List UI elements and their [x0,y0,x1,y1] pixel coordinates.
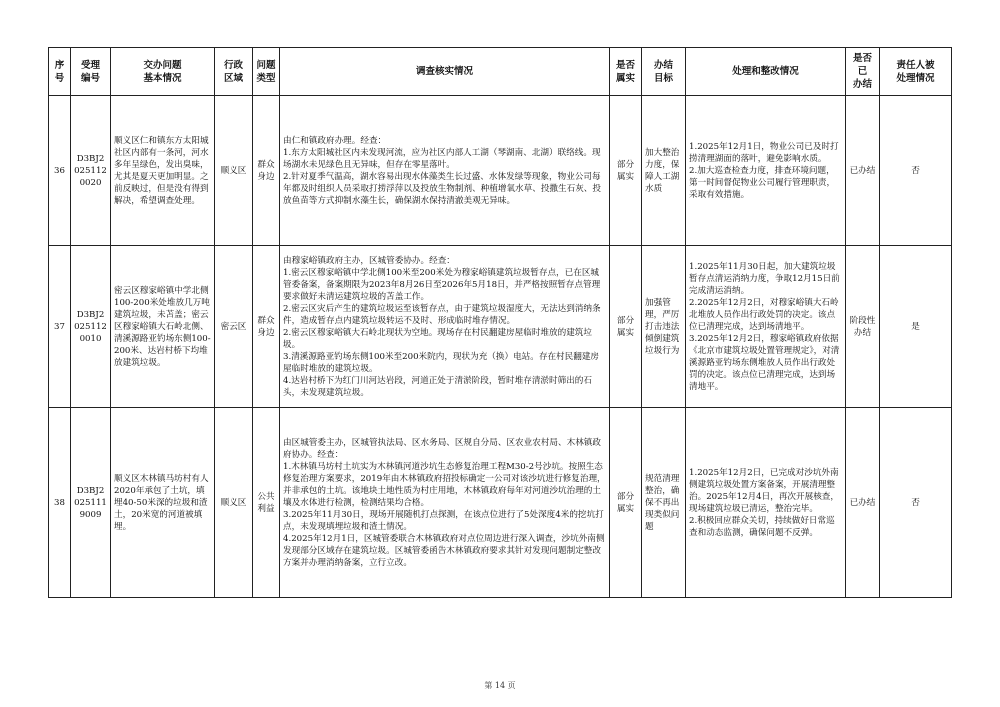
header-type: 问题 类型 [253,48,280,96]
header-district: 行政 区域 [215,48,253,96]
cell-issue: 密云区穆家峪镇中学北侧100-200米处堆放几万吨建筑垃圾，未苫盖；密云区穆家峪镇大石岭北侧、清溪源路亚钓场东侧100-200米、达岩村桥下均堆放建筑垃圾。 [111,246,215,408]
cell-accountability: 否 [880,408,952,598]
cell-is-true: 部分属实 [610,96,642,246]
cell-issue: 顺义区仁和镇东方太阳城社区内部有一条河，河水多年呈绿色，发出臭味，尤其是夏天更加明显。之前反映过，但是没有得到解决，希望调查处理。 [111,96,215,246]
cell-case-no: D3BJ20251120010 [71,246,111,408]
table-row [49,408,952,598]
header-is-true: 是否 属实 [610,48,642,96]
header-goal: 办结 目标 [642,48,686,96]
cell-accountability: 否 [880,96,952,246]
header-investigation: 调查核实情况 [280,48,610,96]
cell-closed: 已办结 [846,96,880,246]
cell-case-no: D3BJ20251120020 [71,96,111,246]
cell-district: 顺义区 [215,408,253,598]
cell-goal: 加大整治力度，保障人工湖水质 [642,96,686,246]
cell-seq: 37 [49,246,71,408]
case-table [48,47,952,598]
header-handling: 处理和整改情况 [686,48,846,96]
page-number: 第 14 页 [484,681,516,690]
cell-is-true: 部分属实 [610,408,642,598]
cell-issue: 顺义区木林镇马坊村有人2020年承包了土坑，填埋40-50米深的垃圾和渣土，20米宽的河道被填埋。 [111,408,215,598]
cell-case-no: D3BJ20251119009 [71,408,111,598]
cell-is-true: 部分属实 [610,246,642,408]
cell-accountability: 是 [880,246,952,408]
header-closed: 是否已 办结 [846,48,880,96]
cell-type: 公共利益 [253,408,280,598]
header-case-no: 受理 编号 [71,48,111,96]
cell-type: 群众身边 [253,96,280,246]
table-row [49,246,952,408]
header-row [49,48,952,96]
cell-closed: 已办结 [846,408,880,598]
cell-handling: 1.2025年12月2日，已完成对沙坑外南侧建筑垃圾处置方案备案，开展清理整治。2025年12月4日，再次开展核查，现场建筑垃圾已清运，整治完毕。 2.积极回应群众关切，持续做好日常巡查和动态监测，确保问题不反弹。 [686,408,846,598]
cell-investigation: 由区城管委主办，区城管执法局、区水务局、区规自分局、区农业农村局、木林镇政府协办。经查： 1.木林镇马坊村土坑实为木林镇河道沙坑生态修复治理工程M30-2号沙坑。按照生态修复治理方案要求，2019年由木林镇政府招投标确定一公司对该沙坑进行修复治理，并非承包的土坑。该地块土地性质为村庄用地，木林镇政府每年对河道沙坑治理的土壤及水体进行检测，检测结果均合格。 3.2025年11月30日，现场开展随机打点探测，在该点位进行了5处深度4米的挖坑打点，未发现填埋垃圾和渣土情况。 4.2025年12月1日，区城管委联合木林镇政府对点位周边进行深入调查，沙坑外南侧发现部分区域存在建筑垃圾。区城管委函告木林镇政府要求其针对发现问题制定整改方案并办理消纳备案，立行立改。 [280,408,610,598]
table-row [49,96,952,246]
header-accountability: 责任人被 处理情况 [880,48,952,96]
cell-seq: 38 [49,408,71,598]
cell-investigation: 由穆家峪镇政府主办，区城管委协办。经查： 1.密云区穆家峪镇中学北侧100米至200米处为穆家峪镇建筑垃圾暂存点，已在区城管委备案，备案期限为2023年8月26日至2026年5月18日，并严格按照暂存点管理要求做好未清运建筑垃圾的苫盖工作。 2.密云区灾后产生的建筑垃圾运至该暂存点，由于建筑垃圾湿度大，无法达到消纳条件，造成暂存点内建筑垃圾转运不及时、形成临时堆存情况。 2.密云区穆家峪镇大石岭北现状为空地。现场存在村民翻建房屋临时堆放的建筑垃圾。 3.清溪源路亚钓场东侧100米至200米院内，现状为充（换）电站。存在村民翻建房屋临时堆放的建筑垃圾。 4.达岩村桥下为红门川河达岩段，河道正处于清淤阶段，暂时堆存清淤时筛出的石头，未发现建筑垃圾。 [280,246,610,408]
header-issue: 交办问题 基本情况 [111,48,215,96]
cell-goal: 规范清理整治，确保不再出现类似问题 [642,408,686,598]
cell-seq: 36 [49,96,71,246]
cell-district: 顺义区 [215,96,253,246]
cell-handling: 1.2025年12月1日，物业公司已及时打捞清理湖面的落叶，避免影响水质。 2.加大巡查检查力度，排查环境问题，第一时间督促物业公司履行管理职责，采取有效措施。 [686,96,846,246]
cell-closed: 阶段性办结 [846,246,880,408]
cell-type: 群众身边 [253,246,280,408]
cell-handling: 1.2025年11月30日起，加大建筑垃圾暂存点清运消纳力度，争取12月15日前完成清运消纳。 2.2025年12月2日，对穆家峪镇大石岭北堆放人员作出行政处罚的决定。该点位已清理完成，达到场清地平。 3.2025年12月2日，穆家峪镇政府依据《北京市建筑垃圾处置管理规定》，对清溪源路亚钓场东侧堆放人员作出行政处罚的决定。该点位已清理完成，达到场清地平。 [686,246,846,408]
header-seq: 序号 [49,48,71,96]
cell-district: 密云区 [215,246,253,408]
cell-investigation: 由仁和镇政府办理。经查： 1.东方太阳城社区内未发现河流，应为社区内部人工湖（琴湖南、北湖）联络线。现场湖水未见绿色且无异味，但存在零星落叶。 2.针对夏季气温高，湖水容易出现水体藻类生长过盛、水体发绿等现象，物业公司每年都及时组织人员采取打捞浮萍以及投放生物制剂、种植增氧水草、投撒生石灰、投放鱼苗等方式抑制水藻生长，确保湖水保持清澈美观无异味。 [280,96,610,246]
cell-goal: 加强管理，严厉打击违法倾倒建筑垃圾行为 [642,246,686,408]
